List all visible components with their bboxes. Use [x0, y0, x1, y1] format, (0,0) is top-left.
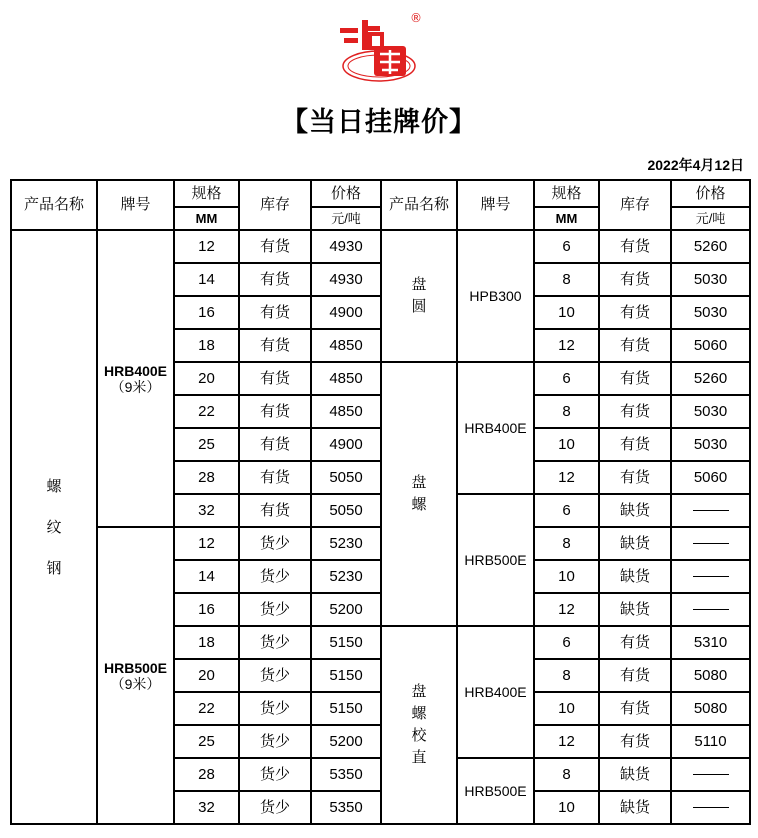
no-price-dash	[693, 543, 729, 544]
stock-cell: 有货	[239, 296, 311, 329]
header-price: 价格	[311, 180, 381, 207]
price-cell: 5350	[311, 758, 381, 791]
stock-cell: 缺货	[599, 593, 671, 626]
spec-cell: 6	[534, 230, 599, 263]
spec-cell: 16	[174, 296, 239, 329]
spec-cell: 10	[534, 560, 599, 593]
spec-cell: 8	[534, 263, 599, 296]
header-price-unit: 元/吨	[311, 207, 381, 230]
stock-cell: 货少	[239, 593, 311, 626]
header-stock: 库存	[239, 180, 311, 230]
hugang-steel-logo-icon	[334, 6, 430, 86]
price-cell: 5350	[311, 791, 381, 824]
company-logo	[334, 6, 430, 86]
product-name-cell-right: 盘 螺	[381, 362, 457, 626]
stock-cell: 有货	[239, 494, 311, 527]
product-name-cell-right: 盘 螺 校 直	[381, 626, 457, 824]
header-row	[11, 180, 750, 207]
price-cell: 5110	[671, 725, 750, 758]
stock-cell: 有货	[599, 362, 671, 395]
stock-cell: 有货	[239, 461, 311, 494]
spec-cell: 32	[174, 791, 239, 824]
price-cell	[671, 593, 750, 626]
spec-cell: 20	[174, 362, 239, 395]
spec-cell: 12	[534, 593, 599, 626]
stock-cell: 有货	[239, 362, 311, 395]
spec-cell: 18	[174, 329, 239, 362]
spec-cell: 25	[174, 725, 239, 758]
spec-cell: 8	[534, 659, 599, 692]
product-name-cell-right: 盘 圆	[381, 230, 457, 362]
header-price-right: 价格	[671, 180, 750, 207]
spec-cell: 22	[174, 395, 239, 428]
stock-cell: 缺货	[599, 758, 671, 791]
stock-cell: 货少	[239, 692, 311, 725]
header-spec: 规格	[174, 180, 239, 207]
spec-cell: 25	[174, 428, 239, 461]
brand-cell: HRB500E （9米）	[97, 527, 174, 824]
table-row	[11, 230, 750, 263]
price-cell: 5200	[311, 593, 381, 626]
spec-cell: 8	[534, 395, 599, 428]
stock-cell: 货少	[239, 527, 311, 560]
spec-cell: 28	[174, 758, 239, 791]
no-price-dash	[693, 807, 729, 808]
stock-cell: 缺货	[599, 494, 671, 527]
price-cell: 5310	[671, 626, 750, 659]
no-price-dash	[693, 576, 729, 577]
spec-cell: 12	[174, 230, 239, 263]
stock-cell: 缺货	[599, 527, 671, 560]
price-cell: 5030	[671, 395, 750, 428]
stock-cell: 有货	[239, 395, 311, 428]
price-cell: 5230	[311, 527, 381, 560]
price-cell	[671, 494, 750, 527]
stock-cell: 缺货	[599, 560, 671, 593]
price-cell: 5260	[671, 362, 750, 395]
header-stock-right: 库存	[599, 180, 671, 230]
price-cell: 5030	[671, 296, 750, 329]
spec-cell: 18	[174, 626, 239, 659]
stock-cell: 货少	[239, 791, 311, 824]
price-date: 2022年4月12日	[647, 157, 744, 173]
no-price-dash	[693, 510, 729, 511]
price-cell: 5050	[311, 494, 381, 527]
brand-cell-right: HRB400E	[457, 362, 534, 494]
spec-cell: 22	[174, 692, 239, 725]
price-cell: 5030	[671, 263, 750, 296]
stock-cell: 有货	[599, 329, 671, 362]
spec-cell: 6	[534, 626, 599, 659]
spec-cell: 12	[174, 527, 239, 560]
price-cell: 5200	[311, 725, 381, 758]
stock-cell: 有货	[599, 626, 671, 659]
price-cell: 5080	[671, 692, 750, 725]
header-spec-unit-right: MM	[534, 207, 599, 230]
header-spec-right: 规格	[534, 180, 599, 207]
spec-cell: 6	[534, 362, 599, 395]
spec-cell: 10	[534, 692, 599, 725]
header-spec-unit: MM	[174, 207, 239, 230]
stock-cell: 有货	[599, 296, 671, 329]
price-cell	[671, 527, 750, 560]
price-cell: 4900	[311, 296, 381, 329]
stock-cell: 有货	[599, 395, 671, 428]
price-cell: 5150	[311, 692, 381, 725]
spec-cell: 32	[174, 494, 239, 527]
price-cell: 5030	[671, 428, 750, 461]
stock-cell: 有货	[599, 725, 671, 758]
price-cell: 4900	[311, 428, 381, 461]
price-cell: 5150	[311, 626, 381, 659]
stock-cell: 货少	[239, 560, 311, 593]
spec-cell: 12	[534, 725, 599, 758]
stock-cell: 有货	[239, 263, 311, 296]
stock-cell: 有货	[599, 461, 671, 494]
spec-cell: 10	[534, 791, 599, 824]
price-cell: 5060	[671, 329, 750, 362]
price-cell: 5150	[311, 659, 381, 692]
price-cell: 5260	[671, 230, 750, 263]
price-table	[10, 179, 751, 825]
stock-cell: 有货	[239, 230, 311, 263]
stock-cell: 有货	[599, 230, 671, 263]
spec-cell: 6	[534, 494, 599, 527]
price-cell	[671, 791, 750, 824]
stock-cell: 有货	[599, 692, 671, 725]
stock-cell: 有货	[599, 659, 671, 692]
price-cell: 4850	[311, 329, 381, 362]
stock-cell: 货少	[239, 758, 311, 791]
stock-cell: 有货	[239, 428, 311, 461]
header-brand-right: 牌号	[457, 180, 534, 230]
price-cell: 5080	[671, 659, 750, 692]
spec-cell: 12	[534, 461, 599, 494]
price-cell: 4930	[311, 230, 381, 263]
spec-cell: 8	[534, 527, 599, 560]
spec-cell: 14	[174, 263, 239, 296]
price-cell: 5050	[311, 461, 381, 494]
brand-cell-right: HRB500E	[457, 494, 534, 626]
spec-cell: 14	[174, 560, 239, 593]
stock-cell: 有货	[599, 263, 671, 296]
spec-cell: 12	[534, 329, 599, 362]
page-title: 【当日挂牌价】	[281, 107, 477, 138]
stock-cell: 货少	[239, 626, 311, 659]
product-name-cell: 螺 纹 钢	[11, 230, 97, 824]
stock-cell: 有货	[599, 428, 671, 461]
spec-cell: 10	[534, 296, 599, 329]
header-product-name-right: 产品名称	[381, 180, 457, 230]
table-body	[11, 230, 750, 824]
price-cell: 4850	[311, 395, 381, 428]
no-price-dash	[693, 609, 729, 610]
price-cell	[671, 560, 750, 593]
header-brand: 牌号	[97, 180, 174, 230]
spec-cell: 20	[174, 659, 239, 692]
stock-cell: 缺货	[599, 791, 671, 824]
stock-cell: 有货	[239, 329, 311, 362]
stock-cell: 货少	[239, 659, 311, 692]
brand-cell-right: HRB400E	[457, 626, 534, 758]
price-cell: 4850	[311, 362, 381, 395]
table-row	[11, 527, 750, 560]
spec-cell: 16	[174, 593, 239, 626]
spec-cell: 28	[174, 461, 239, 494]
price-cell: 5230	[311, 560, 381, 593]
brand-cell-right: HPB300	[457, 230, 534, 362]
no-price-dash	[693, 774, 729, 775]
price-cell	[671, 758, 750, 791]
brand-cell-right: HRB500E	[457, 758, 534, 824]
brand-cell: HRB400E （9米）	[97, 230, 174, 527]
stock-cell: 货少	[239, 725, 311, 758]
spec-cell: 10	[534, 428, 599, 461]
price-cell: 5060	[671, 461, 750, 494]
spec-cell: 8	[534, 758, 599, 791]
header-product-name: 产品名称	[11, 180, 97, 230]
svg-text:®: ®	[410, 11, 422, 25]
price-cell: 4930	[311, 263, 381, 296]
header-price-unit-right: 元/吨	[671, 207, 750, 230]
